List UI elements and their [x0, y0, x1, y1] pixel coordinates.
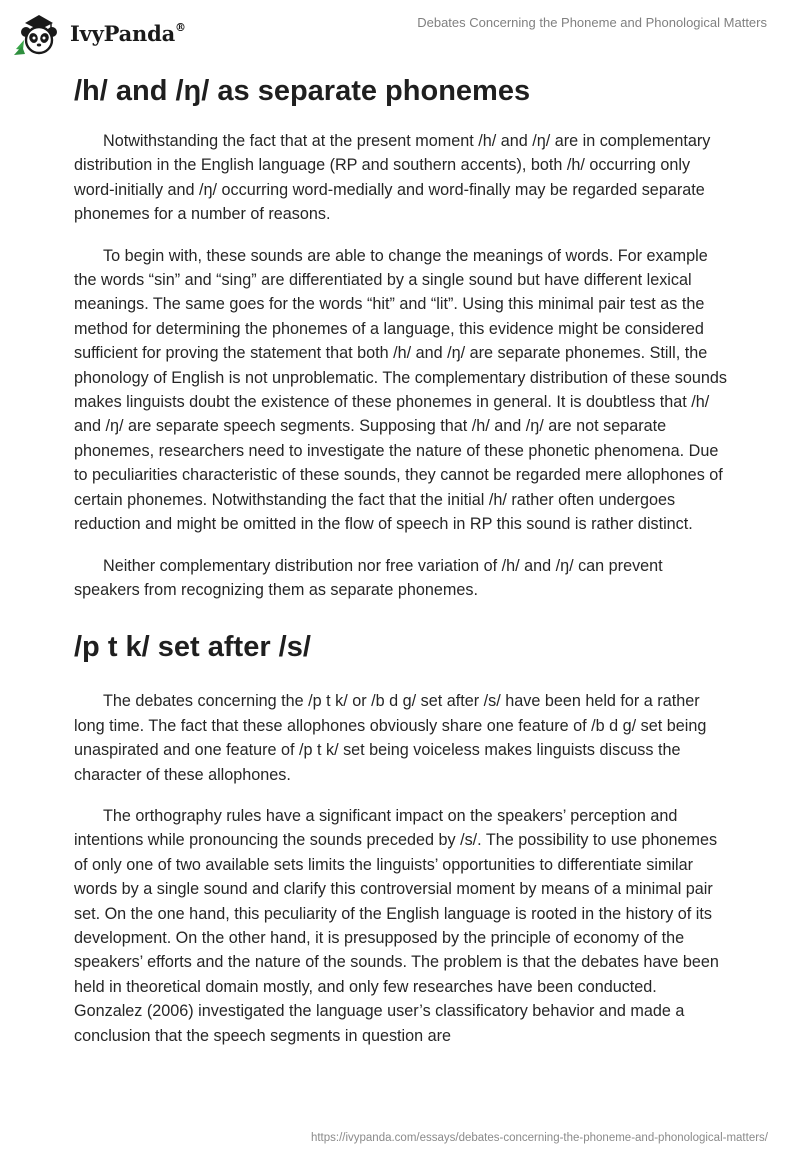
document-title: Debates Concerning the Phoneme and Phonological Matters: [417, 15, 767, 30]
source-url[interactable]: https://ivypanda.com/essays/debates-concerning-the-phoneme-and-phonological-matters/: [310, 1132, 768, 1144]
paragraph: The debates concerning the /p t k/ or /b d g/ set after /s/ have been held for a rather long time. The fact that these allophones obviously share one feature of /b d g/ set being unaspirated and one feature of /p t k/ set being voiceless makes linguists discuss the character of these allophones.: [74, 692, 707, 784]
section-heading: /p t k/ set after /s/: [74, 631, 311, 664]
paragraph: Notwithstanding the fact that at the present moment /h/ and /ŋ/ are in complementary distribution in the English language (RP and southern accents), both /h/ occurring only word-initially and /ŋ/ occurring word-medially and word-finally may be regarded separate phonemes for a number of reasons.: [74, 132, 711, 224]
section-heading: /h/ and /ŋ/ as separate phonemes: [74, 75, 531, 107]
essay-content: [74, 73, 728, 1065]
paragraph: Neither complementary distribution nor free variation of /h/ and /ŋ/ can prevent speakers from recognizing them as separate phonemes.: [74, 556, 663, 599]
brand-name: IvyPanda®: [70, 20, 186, 46]
paragraph: To begin with, these sounds are able to change the meanings of words. For example the words “sin” and “sing” are differentiated by a single sound but have different lexical meanings. The same goes for the words “hit” and “lit”. Using this minimal pair test as the method for determining the phonemes of a language, this evidence might be considered sufficient for proving the statement that both /h/ and /ŋ/ are separate phonemes. Still, the phonology of English is not unproblematic. The complementary distribution of these sounds makes linguists doubt the existence of these phonemes in general. It is doubtless that /h/ and /ŋ/ are separate speech segments. Supposing that /h/ and /ŋ/ are not separate phonemes, researchers need to investigate the nature of these phonetic phenomena. Due to peculiarities characteristic of these sounds, they cannot be regarded mere allophones of certain phonemes. Notwithstanding the fact that the initial /h/ rather often undergoes reduction and might be omitted in the flow of speech in RP this sound is rather distinct.: [74, 246, 727, 534]
paragraph: The orthography rules have a significant impact on the speakers’ perception and intentions while pronouncing the sounds preceded by /s/. The possibility to use phonemes of only one of two available sets limits the linguists’ opportunities to differentiate similar words by a single sound and clarify this controversial moment by means of a minimal pair set. On the one hand, this peculiarity of the English language is rooted in the history of its development. On the other hand, it is presupposed by the principle of economy of the speakers’ efforts and the nature of the sounds. The problem is that the debates have been held in theoretical domain mostly, and only few researches have been conducted. Gonzalez (2006) investigated the language user’s classificatory behavior and made a conclusion that the speech segments in question are: [74, 806, 719, 1045]
panda-logo-icon: [14, 8, 64, 58]
brand-logo[interactable]: [14, 8, 186, 58]
